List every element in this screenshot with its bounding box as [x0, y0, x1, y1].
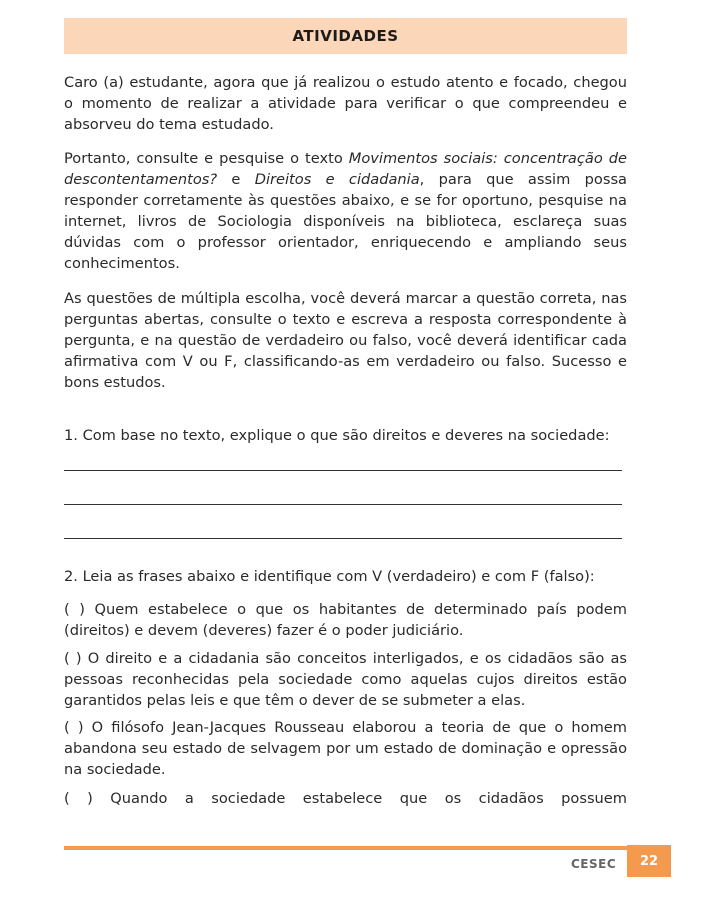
page-number-badge — [627, 845, 671, 877]
intro-p2-mid: e — [217, 171, 255, 188]
activities-title: ATIVIDADES — [292, 27, 399, 45]
answer-line[interactable] — [64, 538, 622, 539]
answer-line[interactable] — [64, 504, 622, 505]
text-title-1: Movimentos sociais: concentração de descontentamentos? — [64, 150, 627, 188]
intro-paragraph-3: As questões de múltipla escolha, você deverá marcar a questão correta, nas perguntas abertas, consulte o texto e escreva a resposta correspondente à pergunta, e na questão de verdadeiro ou falso, você deverá identificar cada afirmativa com V ou F, classificando-as em verdadeiro ou falso. Sucesso e bons estudos. — [64, 290, 627, 391]
text-title-2: Direitos e cidadania — [254, 171, 420, 188]
intro-p2-end: , para que assim possa responder corretamente às questões abaixo, e se for oportuno, pesquise na internet, livros de Sociologia disponíveis na biblioteca, esclareça suas dúvidas com o professor orientador, enriquecendo e ampliando seus conhecimentos. — [64, 171, 627, 272]
page-number: 22 — [639, 853, 659, 869]
true-false-item: ( ) Quem estabelece o que os habitantes de determinado país podem (direitos) e devem (deveres) fazer é o poder judiciário. — [64, 601, 627, 639]
footer-divider — [64, 846, 627, 850]
intro-paragraph-1: Caro (a) estudante, agora que já realizou o estudo atento e focado, chegou o momento de realizar a atividade para verificar o que compreendeu e absorveu do tema estudado. — [64, 74, 627, 133]
question-2: 2. Leia as frases abaixo e identifique com V (verdadeiro) e com F (falso): — [64, 568, 595, 585]
intro-paragraph-2 — [64, 148, 627, 274]
intro-p2-start: Portanto, consulte e pesquise o texto — [64, 150, 349, 167]
true-false-item: ( ) Quando a sociedade estabelece que os cidadãos possuem — [64, 790, 627, 807]
question-1: 1. Com base no texto, explique o que são direitos e deveres na sociedade: — [64, 427, 610, 444]
true-false-item: ( ) O filósofo Jean-Jacques Rousseau elaborou a teoria de que o homem abandona seu estado de selvagem por um estado de dominação e opressão na sociedade. — [64, 719, 627, 778]
footer-brand: CESEC — [571, 857, 617, 871]
answer-line[interactable] — [64, 470, 622, 471]
true-false-item: ( ) O direito e a cidadania são conceitos interligados, e os cidadãos são as pessoas reconhecidas pela sociedade como aquelas cujos direitos estão garantidos pelas leis e que têm o dever de se submeter a elas. — [64, 650, 627, 709]
activities-header — [64, 18, 627, 54]
